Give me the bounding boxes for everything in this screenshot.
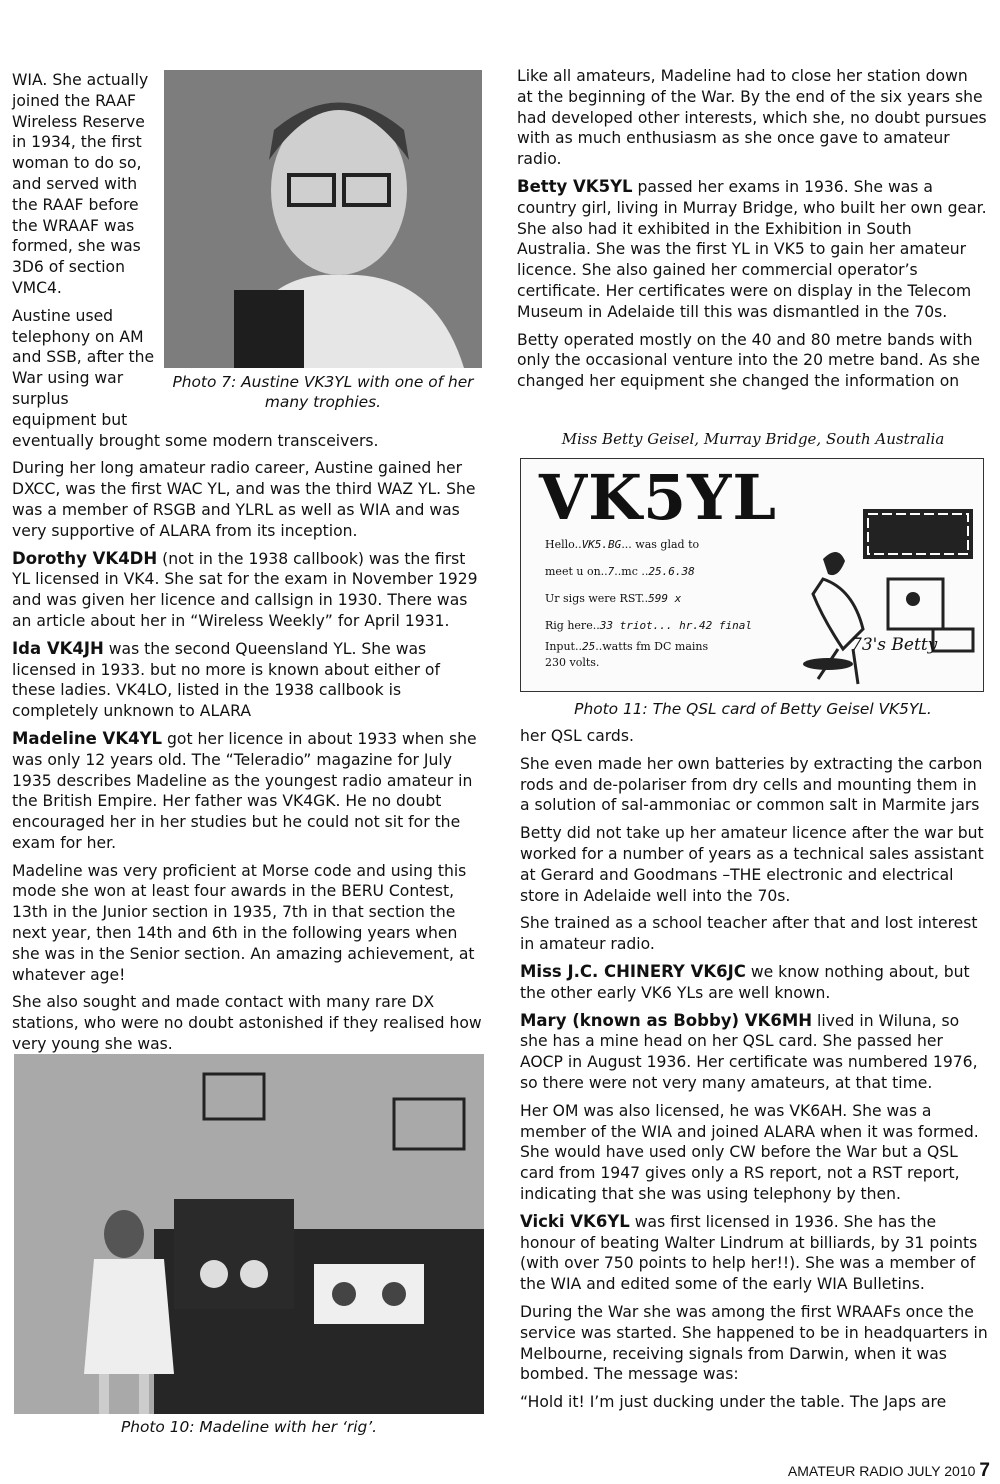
- paragraph-text: She even made her own batteries by extracting the carbon rods and de-polariser from dry cells and mounting them in a solution of sal-ammoniac or common salt in Marmite jars: [520, 754, 983, 815]
- paragraph-text: Like all amateurs, Madeline had to close her station down at the beginning of the War. By the end of the six years she had developed other interests, which she, no doubt pursues with as much enthusiasm as she once gave to amateur radio.: [517, 67, 987, 169]
- qsl-hello-label: Hello..: [545, 538, 582, 551]
- paragraph-text: Betty did not take up her amateur licence after the war but worked for a number of years as a technical sales assistant at Gerard and Goodmans –THE electronic and electrical store in Adelaide well into the 70s.: [520, 824, 984, 905]
- paragraph-text: got her licence in about 1933 when she was only 12 years old. The “Teleradio” magazine for July 1935 describes Madeline as the youngest radio amateur in the British Empire. Her father was VK4GK. He no doubt encouraged her in her studies but he could not sit for the exam for her.: [12, 729, 477, 852]
- paragraph-text: passed her exams in 1936. She was a country girl, living in Murray Bridge, who built her own gear. She also had it exhibited in the Exhibition in South Australia. She was the first YL in VK5 to gain her amateur licence. She also gained her commercial operator’s certificate. Her certificates were on display in the Telecom Museum in Adelaide till this was dismantled in the 70s.: [517, 177, 987, 321]
- paragraph-text: was first licensed in 1936. She has the honour of beating Walter Lindrum at billiards, by 31 points (with over 750 points to help her!!). She was a member of the WIA and edited some of the early WIA Bulletins.: [520, 1212, 978, 1294]
- paragraph: [520, 913, 990, 955]
- paragraph-text: was the second Queensland YL. She was licensed in 1933. but no more is known about either of these ladies. VK4LO, listed in the 1938 callbook is completely unknown to ALARA: [12, 639, 440, 721]
- paragraph: [12, 992, 482, 1054]
- qsl-signature: 73's Betty: [851, 635, 938, 655]
- paragraph: [12, 861, 482, 986]
- qsl-illustration: [783, 499, 978, 689]
- qsl-meet-label: meet u on..: [545, 565, 608, 578]
- paragraph: [12, 639, 482, 722]
- paragraph-text: Madeline was very proficient at Morse code and using this mode she won at least four awards in the BERU Contest, 13th in the Junior section in 1935, 7th in that section the next year, then 14th and 6th in the following years when she was in the Senior section. An amazing achievement, at whatever age!: [12, 861, 475, 984]
- paragraph-lead: Madeline VK4YL: [12, 728, 163, 748]
- photo-madeline-rig: [14, 1054, 484, 1414]
- austine-portrait-image: [164, 70, 482, 368]
- paragraph: [520, 1392, 990, 1413]
- paragraph: [520, 962, 990, 1004]
- paragraph: [12, 549, 482, 632]
- qsl-rig-value: 33 triot... hr.42 final: [599, 619, 753, 632]
- paragraph: [520, 726, 990, 747]
- qsl-meet-value: 7: [607, 565, 615, 578]
- paragraph: [520, 1302, 990, 1385]
- paragraph-text: She trained as a school teacher after that and lost interest in amateur radio.: [520, 914, 978, 954]
- paragraph-text: Her OM was also licensed, he was VK6AH. She was a member of the WIA and joined ALARA when it was formed. She would have used only CW before the War but a QSL card from 1947 gives only a RS report, not a RST report, indicating that she was using telephony by then.: [520, 1101, 979, 1203]
- right-column: [517, 66, 987, 399]
- paragraph-text: (not in the 1938 callbook) was the first YL licensed in VK4. She sat for the exam in November 1929 and was given her licence and callsign in 1930. There was an article about her in “Wireless Weekly” for April 1931.: [12, 549, 478, 630]
- photo11-caption: Photo 11: The QSL card of Betty Geisel VK5YL.: [574, 700, 932, 718]
- qsl-hello-tail: ... was glad to: [621, 538, 700, 551]
- page-footer: [788, 1460, 990, 1482]
- paragraph-lead: Mary (known as Bobby) VK6MH: [520, 1010, 813, 1030]
- photo7-caption: Photo 7: Austine VK3YL with one of her many trophies.: [172, 373, 474, 411]
- magazine-issue: AMATEUR RADIO JULY 2010: [787, 1463, 976, 1479]
- paragraph-text: During the War she was among the first WRAAFs once the service was started. She happened to be in headquarters in Melbourne, receiving signals from Darwin, when it was bombed. The message was:: [520, 1302, 988, 1384]
- paragraph: [520, 1011, 990, 1094]
- qsl-rst-value: 599 x: [648, 592, 682, 605]
- page-number: 7: [979, 1460, 990, 1481]
- qsl-rig-label: Rig here..: [545, 619, 600, 632]
- qsl-fields: [545, 531, 752, 671]
- paragraph-text: lived in Wiluna, so she has a mine head on her QSL card. She passed her AOCP in August 1936. Her certificate was numbered 1976, so there were not very many amateurs, at that time.: [520, 1011, 978, 1092]
- qsl-input-value: 25: [581, 640, 596, 653]
- paragraph-lead: Ida VK4JH: [12, 638, 104, 658]
- paragraph-text: During her long amateur radio career, Austine gained her DXCC, was the first WAC YL, and was the third WAZ YL. She was a member of RSGB and YLRL as well as WIA and was very supportive of ALARA from its inception.: [12, 459, 476, 540]
- qsl-meet-mid: ..mc ..: [614, 565, 649, 578]
- paragraph: [517, 177, 987, 323]
- qsl-header: Miss Betty Geisel, Murray Bridge, South Australia: [561, 430, 945, 448]
- paragraph-lead: Dorothy VK4DH: [12, 548, 158, 568]
- paragraph-lead: Miss J.C. CHINERY VK6JC: [520, 961, 746, 981]
- paragraph: [12, 729, 482, 854]
- paragraph: [520, 823, 990, 906]
- right-text-top: [517, 66, 987, 392]
- paragraph: [517, 66, 987, 170]
- paragraph: [520, 1212, 990, 1295]
- qsl-hello-value: VK5.BG: [581, 538, 622, 551]
- paragraph-text: her QSL cards.: [520, 727, 634, 745]
- qsl-callsign: VK5YL: [539, 461, 777, 534]
- photo10-caption: Photo 10: Madeline with her ‘rig’.: [120, 1418, 378, 1436]
- paragraph-text: Austine used telephony on AM and SSB, after the War using war surplus equipment but eventually brought some modern transceivers.: [12, 306, 379, 450]
- qsl-meet-date: 25.6.38: [648, 565, 695, 578]
- paragraph: [520, 754, 990, 816]
- qsl-rst-label: Ur sigs were RST..: [545, 592, 649, 605]
- paragraph: [517, 330, 987, 392]
- photo-austine: [164, 70, 482, 412]
- qsl-input-label: Input..: [545, 640, 582, 653]
- right-column-lower: [520, 726, 990, 1420]
- left-column: [12, 70, 482, 1062]
- paragraph-text: “Hold it! I’m just ducking under the table. The Japs are: [520, 1393, 947, 1412]
- paragraph-text: WIA. She actually joined the RAAF Wireless Reserve in 1934, the first woman to do so, and served with the RAAF before the WRAAF was formed, she was 3D6 of section VMC4.: [12, 71, 149, 297]
- qsl-card-image: [520, 458, 984, 692]
- paragraph: [520, 1101, 990, 1205]
- paragraph-text: we know nothing about, but the other early VK6 YLs are well known.: [520, 962, 970, 1002]
- paragraph-lead: Vicki VK6YL: [520, 1211, 630, 1231]
- paragraph: [12, 458, 482, 541]
- right-text-bottom: [520, 726, 990, 1413]
- qsl-input-tail: ..watts fm DC mains: [595, 640, 709, 653]
- paragraph-lead: Betty VK5YL: [517, 176, 633, 196]
- qsl-volts: 230 volts.: [545, 656, 600, 669]
- paragraph-text: Betty operated mostly on the 40 and 80 metre bands with only the occasional venture into the 20 metre band. As she changed her equipment she changed the information on: [517, 330, 980, 391]
- paragraph-text: She also sought and made contact with many rare DX stations, who were no doubt astonished if they realised how very young she was.: [12, 993, 482, 1054]
